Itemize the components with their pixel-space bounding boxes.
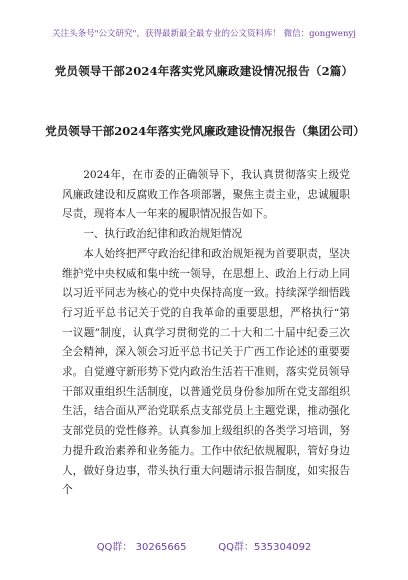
footer-contact: QQ群： 30265665 QQ群：535304092 — [96, 542, 312, 553]
paragraph-body: 本人始终把严守政治纪律和政治规矩视为首要职责，坚决维护党中央权威和集中统一领导，在思想上、政治上行动上同以习近平同志为核心的党中央保持高度一致。持续深学细悟践行习近平总书记关于党的自我革命的重要思想，严格执行“第一议题”制度，认真学习贯彻党的二十大和二十届中纪委三次全会精神，深入领会习近平总书记关于广西工作论述的重要要求。自觉遵守新形势下党内政治生活若干准则，落实党员领导干部双重组织生活制度，以普通党员身份参加所在党支部组织生活，结合面从严治党联系点支部党员上主题党课，推动强化支部党员的党性修养。认真参加上级组织的各类学习培训，努力提升政治素养和业务能力。工作中依纪依规履职，管好身边人，做好身边事，带头执行重大问题请示报告制度，如实报告个 — [62, 247, 350, 497]
section-title: 党员领导干部2024年落实党风廉政建设情况报告（集团公司） — [45, 124, 365, 138]
header-note: 关注头条号"公文研究"，获得最新最全最专业的公文资料库！ 微信：gongwenyj — [52, 29, 356, 39]
paragraph-heading: 一、执行政治纪律和政治规矩情况 — [83, 228, 243, 241]
body-text — [62, 166, 350, 501]
document-title: 党员领导干部2024年落实党风廉政建设情况报告（2篇） — [54, 64, 354, 78]
paragraph-intro: 2024年，在市委的正确领导下，我认真贯彻落实上级党风廉政建设和反腐败工作各项部署，聚焦主责主业，忠诚履职尽责，现将本人一年来的履职情况报告如下。 — [62, 169, 350, 221]
